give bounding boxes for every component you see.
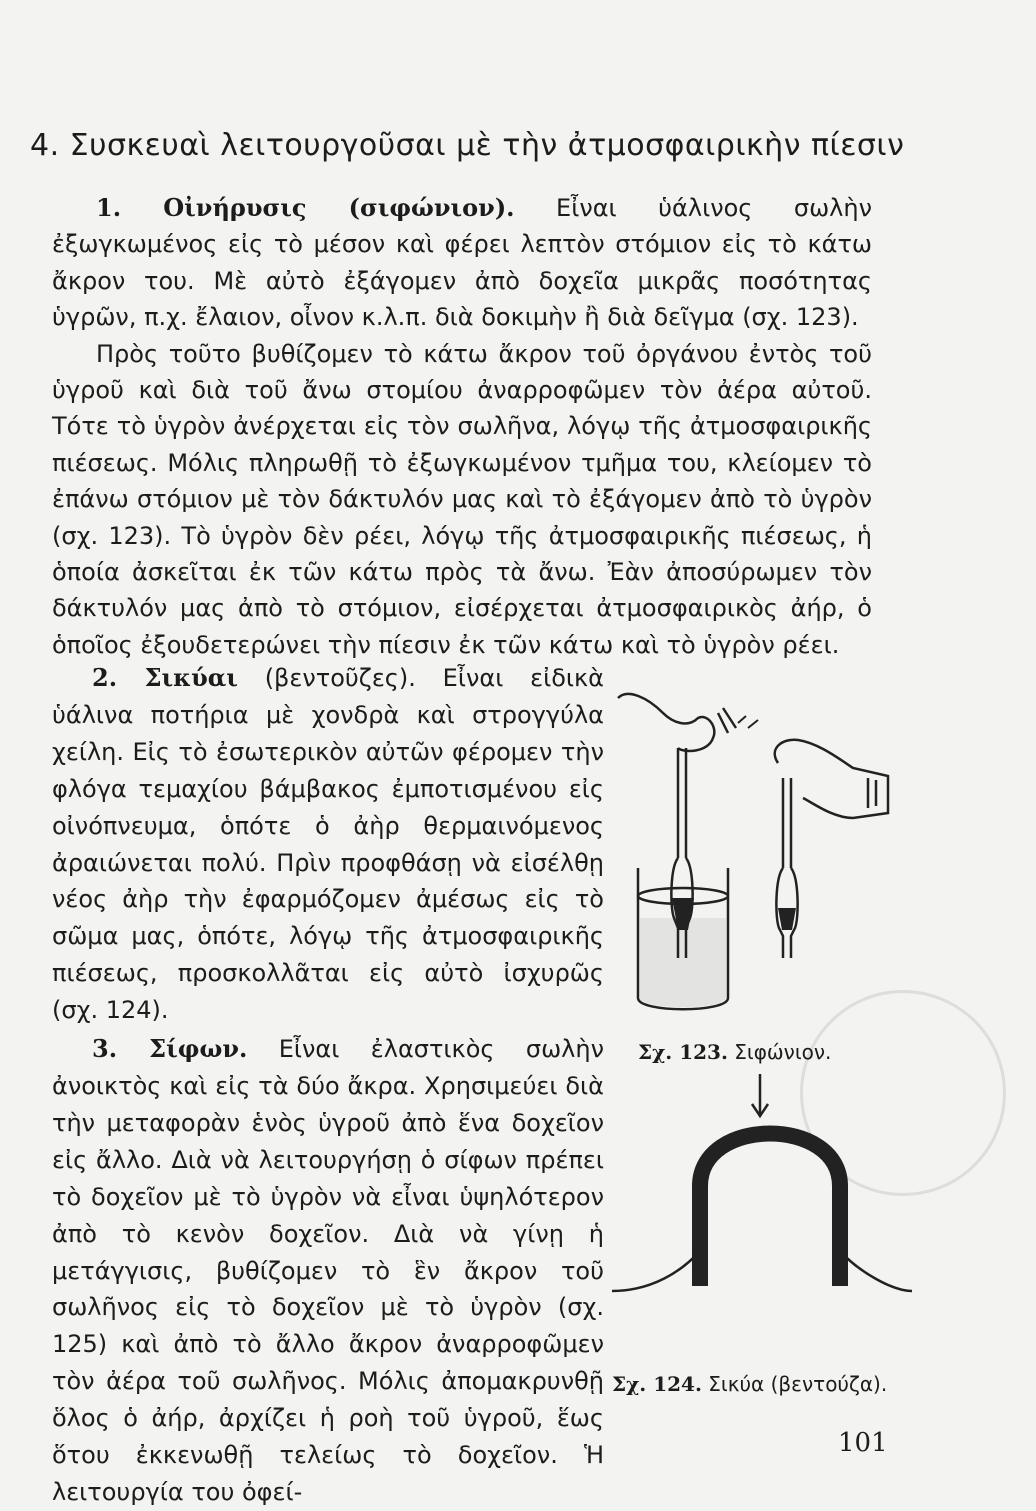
- paragraph-sikyai: [52, 660, 604, 1029]
- page-number: 101: [838, 1428, 888, 1458]
- item-text: (βεντοῦζες). Εἶναι εἰδικὰ ὑάλινα ποτήρια μὲ χονδρὰ καὶ στρογγύλα χείλη. Εἰς τὸ ἐσωτερικὸν αὐτῶν φέρομεν τὴν φλόγα τεμαχίου βάμβακος ἐμποτισμένου εἰς οἰνόπνευμα, ὁπότε ὁ ἀὴρ θερμαινόμενος ἀραιώνεται πολύ. Πρὶν προφθάσῃ νὰ εἰσέλθῃ νέος ἀὴρ τὴν ἐφαρμόζομεν ἀμέσως εἰς τὸ σῶμα μας, ὁπότε, λόγῳ τῆς ἀτμοσφαιρικῆς πιέσεως, προσκολλᾶται εἰς αὐτὸ ἰσχυρῶς (σχ. 124).: [52, 664, 604, 1025]
- figure-number: Σχ. 123.: [638, 1040, 728, 1064]
- item-title: 3. Σίφων.: [92, 1034, 248, 1064]
- figure-123-caption: [638, 1040, 831, 1064]
- item-title: 2. Σικύαι: [92, 663, 238, 692]
- figure-caption-text: Σικύα (βεντούζα).: [701, 1372, 888, 1396]
- figure-caption-text: Σιφώνιον.: [727, 1040, 832, 1064]
- paragraph-oinirysis: [52, 190, 872, 336]
- item-text: Εἶναι ἐλαστικὸς σωλὴν ἀνοικτὸς καὶ εἰς τὰ δύο ἄκρα. Χρησιμεύει διὰ τὴν μεταφορὰν ἑνὸς ὑγροῦ ἀπὸ ἕνα δοχεῖον εἰς ἄλλο. Διὰ νὰ λειτουργήσῃ ὁ σίφων πρέπει τὸ δοχεῖον μὲ τὸ ὑγρὸν νὰ εἶναι ὑψηλότερον ἀπὸ τὸ κενὸν δοχεῖον. Διὰ νὰ γίνῃ ἡ μετάγγισις, βυθίζομεν τὸ ἓν ἄκρον τοῦ σωλῆνος εἰς τὸ δοχεῖον μὲ τὸ ὑγρὸν (σχ. 125) καὶ ἀπὸ τὸ ἄλλο ἄκρον ἀναρροφῶμεν τὸν ἀέρα τοῦ σωλῆνος. Μόλις ἀπομακρυνθῇ ὅλος ὁ ἀήρ, ἀρχίζει ἡ ροὴ τοῦ ὑγροῦ, ἕως ὅτου ἐκκενωθῇ τελείως τὸ δοχεῖον. Ἡ λειτουργία του ὀφεί-: [52, 1035, 604, 1506]
- full-width-text: [52, 190, 872, 663]
- item-title: 1. Οἰνήρυσις (σιφώνιον).: [96, 193, 515, 222]
- section-heading: 4. Συσκευαὶ λειτουργοῦσαι μὲ τὴν ἀτμοσφαιρικὴν πίεσιν: [30, 128, 905, 163]
- figure-number: Σχ. 124.: [612, 1372, 702, 1396]
- figure-124-cupping-glass: [612, 1066, 912, 1316]
- figure-123-pipette: [608, 668, 908, 1028]
- left-column-text: [52, 660, 604, 1511]
- figure-124-caption: [612, 1372, 887, 1396]
- item-text: Εἶναι ὑάλινος σωλὴν ἐξωγκωμένος εἰς τὸ μέσον καὶ φέρει λεπτὸν στόμιον εἰς τὸ κάτω ἄκρον του. Μὲ αὐτὸ ἐξάγομεν ἀπὸ δοχεῖα μικρᾶς ποσότητας ὑγρῶν, π.χ. ἔλαιον, οἶνον κ.λ.π. διὰ δοκιμὴν ἢ διὰ δεῖγμα (σχ. 123).: [52, 194, 872, 332]
- paragraph-sifon: [52, 1031, 604, 1511]
- paragraph-oinirysis-procedure: Πρὸς τοῦτο βυθίζομεν τὸ κάτω ἄκρον τοῦ ὀργάνου ἐντὸς τοῦ ὑγροῦ καὶ διὰ τοῦ ἄνω στομίου ἀναρροφῶμεν τὸν ἀέρα αὐτοῦ. Τότε τὸ ὑγρὸν ἀνέρχεται εἰς τὸν σωλῆνα, λόγῳ τῆς ἀτμοσφαιρικῆς πιέσεως. Μόλις πληρωθῇ τὸ ἐξωγκωμένον τμῆμα του, κλείομεν τὸ ἐπάνω στόμιον μὲ τὸν δάκτυλόν μας καὶ τὸ ἐξάγομεν ἀπὸ τὸ ὑγρὸν (σχ. 123). Τὸ ὑγρὸν δὲν ρέει, λόγῳ τῆς ἀτμοσφαιρικῆς πιέσεως, ἡ ὁποία ἀσκεῖται ἐκ τῶν κάτω πρὸς τὰ ἄνω. Ἐὰν ἀποσύρωμεν τὸν δάκτυλόν μας ἀπὸ τὸ στόμιον, εἰσέρχεται ἀτμοσφαιρικὸς ἀήρ, ὁ ὁποῖος ἐξουδετερώνει τὴν πίεσιν ἐκ τῶν κάτω καὶ τὸ ὑγρὸν ρέει.: [52, 339, 872, 659]
